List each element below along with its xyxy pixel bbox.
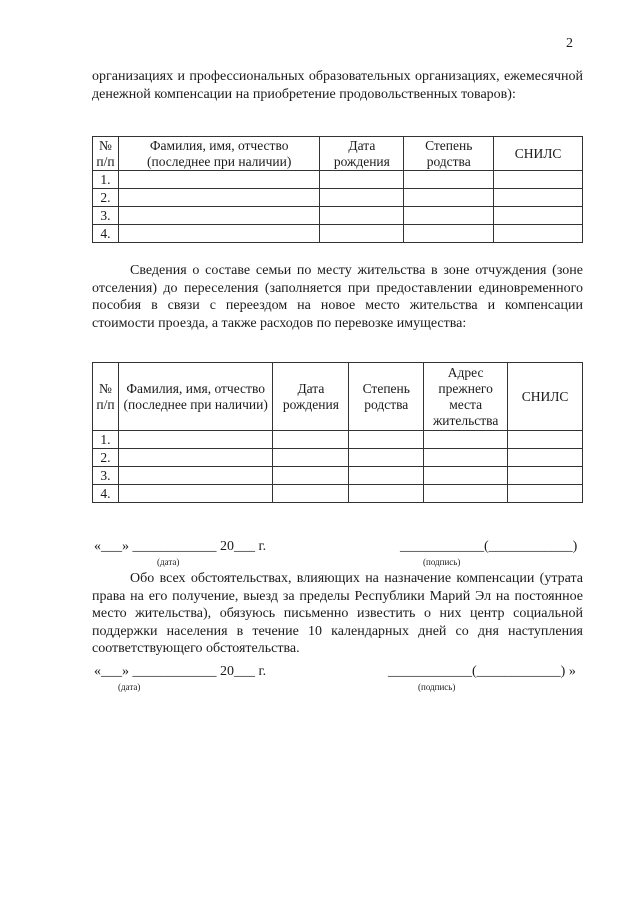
cell-birth-date[interactable]: [320, 207, 404, 225]
cell-birth-date[interactable]: [273, 485, 349, 503]
cell-snils[interactable]: [508, 467, 583, 485]
header-full-name: Фамилия, имя, отчество (последнее при наличии): [118, 363, 273, 431]
header-full-name: Фамилия, имя, отчество (последнее при наличии): [118, 137, 319, 171]
table-row: [93, 207, 583, 225]
cell-full-name[interactable]: [118, 171, 319, 189]
cell-relationship[interactable]: [404, 207, 494, 225]
cell-full-name[interactable]: [118, 207, 319, 225]
header-number: № п/п: [93, 363, 119, 431]
cell-birth-date[interactable]: [273, 449, 349, 467]
header-snils: СНИЛС: [508, 363, 583, 431]
cell-full-name[interactable]: [118, 189, 319, 207]
cell-snils[interactable]: [508, 431, 583, 449]
cell-relationship[interactable]: [349, 467, 424, 485]
cell-relationship[interactable]: [404, 225, 494, 243]
cell-birth-date[interactable]: [273, 431, 349, 449]
cell-snils[interactable]: [508, 485, 583, 503]
date-line[interactable]: «___» ____________ 20___ г.: [94, 539, 267, 554]
header-number: № п/п: [93, 137, 119, 171]
cell-snils[interactable]: [494, 207, 583, 225]
signature-caption: (подпись): [423, 557, 461, 567]
cell-snils[interactable]: [494, 189, 583, 207]
obligation-paragraph: Обо всех обстоятельствах, влияющих на назначение компенсации (утрата права на его получение, выезд за пределы Республики Марий Эл на постоянное место жительства), обязуюсь письменно известить о них центр социальной поддержки населения в течение 10 календарных дней со дня наступления соответствующего обстоятельства.: [92, 571, 583, 656]
date-caption: (дата): [157, 557, 180, 567]
row-number: 2.: [93, 449, 119, 467]
cell-snils[interactable]: [494, 225, 583, 243]
cell-full-name[interactable]: [118, 225, 319, 243]
cell-relationship[interactable]: [404, 189, 494, 207]
table-row: [93, 171, 583, 189]
cell-relationship[interactable]: [404, 171, 494, 189]
relatives-table: [92, 136, 583, 243]
row-number: 1.: [93, 431, 119, 449]
table-row: [93, 449, 583, 467]
header-birth-date: Дата рождения: [320, 137, 404, 171]
family-paragraph: Сведения о составе семьи по месту жительства в зоне отчуждения (зоне отселения) до переселения (заполняется при предоставлении единовременного пособия в связи с переездом на новое место жительства и компенсации стоимости проезда, а также расходов по перевозке имущества:: [92, 263, 583, 331]
cell-snils[interactable]: [508, 449, 583, 467]
date-caption: (дата): [118, 682, 141, 692]
row-number: 4.: [93, 225, 119, 243]
row-number: 2.: [93, 189, 119, 207]
header-previous-address: Адрес прежнего места жительства: [424, 363, 508, 431]
cell-relationship[interactable]: [349, 449, 424, 467]
cell-birth-date[interactable]: [320, 225, 404, 243]
cell-birth-date[interactable]: [320, 189, 404, 207]
date-line[interactable]: «___» ____________ 20___ г.: [94, 664, 267, 679]
cell-birth-date[interactable]: [273, 467, 349, 485]
signature-caption: (подпись): [418, 682, 456, 692]
header-relationship: Степень родства: [404, 137, 494, 171]
cell-previous-address[interactable]: [424, 431, 508, 449]
table-row: [93, 485, 583, 503]
row-number: 3.: [93, 467, 119, 485]
page-number: 2: [566, 36, 573, 51]
table-row: [93, 189, 583, 207]
family-table: [92, 362, 583, 503]
cell-relationship[interactable]: [349, 431, 424, 449]
cell-full-name[interactable]: [118, 485, 273, 503]
table-row: [93, 431, 583, 449]
intro-paragraph: организациях и профессиональных образовательных организациях, ежемесячной денежной компенсации на приобретение продовольственных товаров):: [92, 69, 583, 102]
row-number: 1.: [93, 171, 119, 189]
row-number: 4.: [93, 485, 119, 503]
header-relationship: Степень родства: [349, 363, 424, 431]
header-birth-date: Дата рождения: [273, 363, 349, 431]
cell-previous-address[interactable]: [424, 467, 508, 485]
table-header-row: [93, 363, 583, 431]
table-header-row: [93, 137, 583, 171]
cell-previous-address[interactable]: [424, 449, 508, 467]
row-number: 3.: [93, 207, 119, 225]
cell-full-name[interactable]: [118, 449, 273, 467]
cell-birth-date[interactable]: [320, 171, 404, 189]
cell-previous-address[interactable]: [424, 485, 508, 503]
header-snils: СНИЛС: [494, 137, 583, 171]
cell-full-name[interactable]: [118, 431, 273, 449]
cell-snils[interactable]: [494, 171, 583, 189]
cell-full-name[interactable]: [118, 467, 273, 485]
signature-line[interactable]: ____________(____________): [400, 539, 578, 554]
table-row: [93, 225, 583, 243]
cell-relationship[interactable]: [349, 485, 424, 503]
table-row: [93, 467, 583, 485]
signature-line[interactable]: ____________(____________) »: [388, 664, 576, 679]
